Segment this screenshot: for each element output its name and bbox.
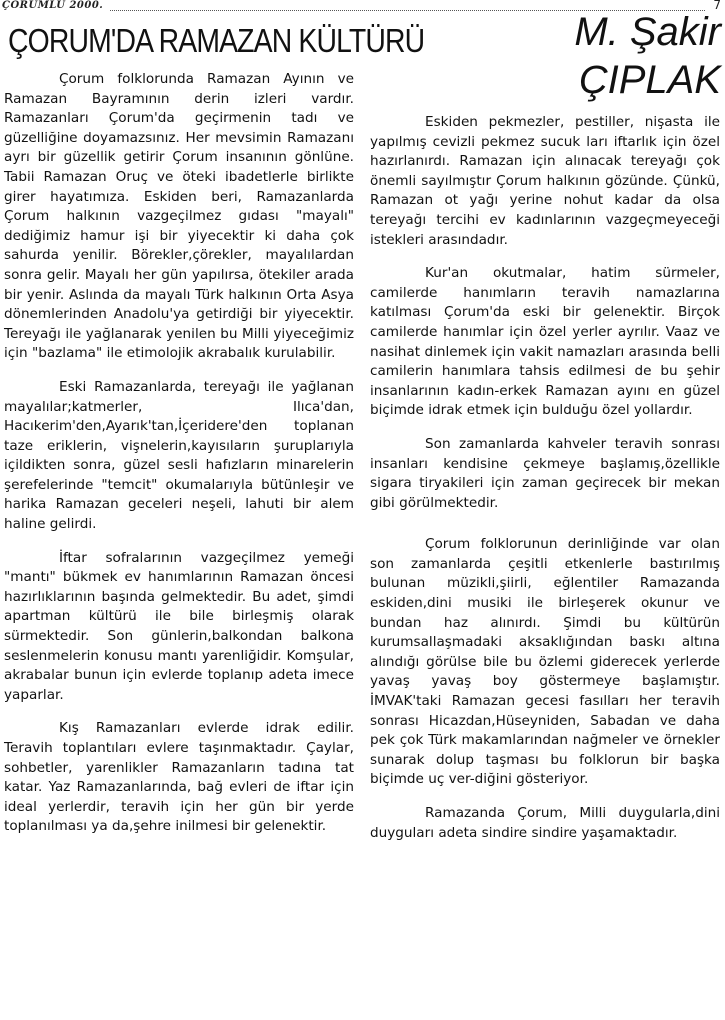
paragraph: Eski Ramazanlarda, tereyağı ile yağlanan mayalılar;katmerler, Ilıca'dan, Hacıkerim'den,Ayarık'tan,İçeridere'den toplanan taze eriklerin, vişnelerin,kayısıların şuruplarıyla içildikten sonra, güzel sesli hafızların minarelerin şerefelerinde "temcit" okumalarıyla bütünleşir ve harika Ramazan geceleri neşeli, lahuti bir alem haline gelirdi.: [4, 378, 354, 533]
paragraph: Eskiden pekmezler, pestiller, nişasta ile yapılmış cevizli pekmez sucuk ları iftarlık için özel hazırlanırdı. Ramazan için alınacak tereyağı çok önemli sayılmıştır Çorum halkının gözünde. Çünkü, Ramazan ot yağı yerine nohut kadar da olsa tereyağı tercihi ev kadınlarının vazgeçmeyeceği istekleri arasındadır.: [370, 114, 720, 248]
paragraph: Kur'an okutmalar, hatim sürmeler, camilerde hanımların teravih namazlarına katılması Çorum'da eski bir gelenektir. Birçok camilerde hanımlar için özel yerler ayrılır. Vaaz ve nasihat dinlemek için vakit namazları arasında belli camilerin hanımlara tahsis edilmesi de bu şehir insanlarının kadın-erkek Ramazan ayını en güzel biçimde idrak etmek için bulduğu özel yollardır.: [370, 265, 720, 419]
right-column: [370, 113, 720, 857]
author-name: [574, 8, 721, 104]
paragraph: Ramazanda Çorum, Milli duygularla,dini duyguları adeta sindire sindire yaşamaktadır.: [370, 805, 720, 841]
paragraph: Çorum folklorunun derinliğinde var olan son zamanlarda çeşitli etkenlerle bastırılmış bulunan müzikli,şiirli, eğlentiler Ramazanda eskiden,dini musiki ile birleşerek okunur ve bundan haz alınırdı. Şimdi bu kültürün kurumsallaşmadaki aksaklığından baskı altına alındığı görülse bile bu özlemi giderecek yerlerde yavaş yavaş boy göstermeye başlamıştır. İMVAK'taki Ramazan gecesi fasılları her teravih sonrası Hicazdan,Hüseyniden, Sabadan ve daha pek çok Türk makamlarından nağmeler ve örnekler sunarak dolup taşması bu folklorun bir başka biçimde uç ver-diğini gösteriyor.: [370, 536, 720, 788]
masthead: ÇORUMLU 2000.: [2, 0, 104, 11]
author-first-line: M. Şakir: [574, 10, 721, 54]
left-column: [4, 70, 354, 851]
page-number: 7: [713, 0, 721, 12]
article-title: ÇORUM'DA RAMAZAN KÜLTÜRÜ: [8, 22, 425, 59]
paragraph: Kış Ramazanları evlerde idrak edilir. Teravih toplantıları evlere taşınmaktadır. Çaylar, sohbetler, yarenlikler Ramazanların tadına tat katar. Yaz Ramazanlarında, bağ evleri de iftar için ideal yerlerdir, teravih için her gün bir yerde toplanılması ya da,şehre inilmesi bir gelenektir.: [4, 720, 354, 835]
author-last-line: ÇIPLAK: [578, 58, 721, 102]
paragraph: Çorum folklorunda Ramazan Ayının ve Ramazan Bayramının derin izleri vardır. Ramazanları Çorum'da geçirmenin tadı ve güzelliğine doyamazsınız. Her mevsimin Ramazanı ayrı bir güzellik getirir Çorum insanının gönlüne. Tabii Ramazan Oruç ve öteki ibadetlerle birlikte girer hayatımıza. Eskiden beri, Ramazanlarda Çorum halkının vazgeçilmez gıdası "mayalı" dediğimiz hamur işi bir yiyecektir ki daha çok sahurda yenilir. Börekler,çörekler, mayalılardan sonra gelir. Mayalı her gün yapılırsa, ötekiler arada bir yenir. Aslında da mayalı Türk halkının Orta Asya dönemlerinden Anadolu'ya getirdiği bir yiyecektir. Tereyağı ile yağlanarak yenilen bu Milli yiyeceğimiz için "bazlama" ile etimolojik akrabalık kurulabilir.: [4, 71, 354, 362]
paragraph: İftar sofralarının vazgeçilmez yemeği "mantı" bükmek ev hanımlarının Ramazan öncesi hazırlıklarının başında gelmektedir. Bu adet, şimdi apartman kültürü ile bile birleşmiş olarak sürmektedir. Son günlerin,balkondan balkona seslenmelerin konusu mantı yarenliğidir. Komşular, akrabalar bunun için evlerde toplanıp adeta imece yaparlar.: [4, 549, 354, 703]
paragraph: Son zamanlarda kahveler teravih sonrası insanları kendisine çekmeye başlamış,özellikle sigara tiryakileri için zaman geçirecek bir mekan gibi görülmektedir.: [370, 435, 720, 511]
